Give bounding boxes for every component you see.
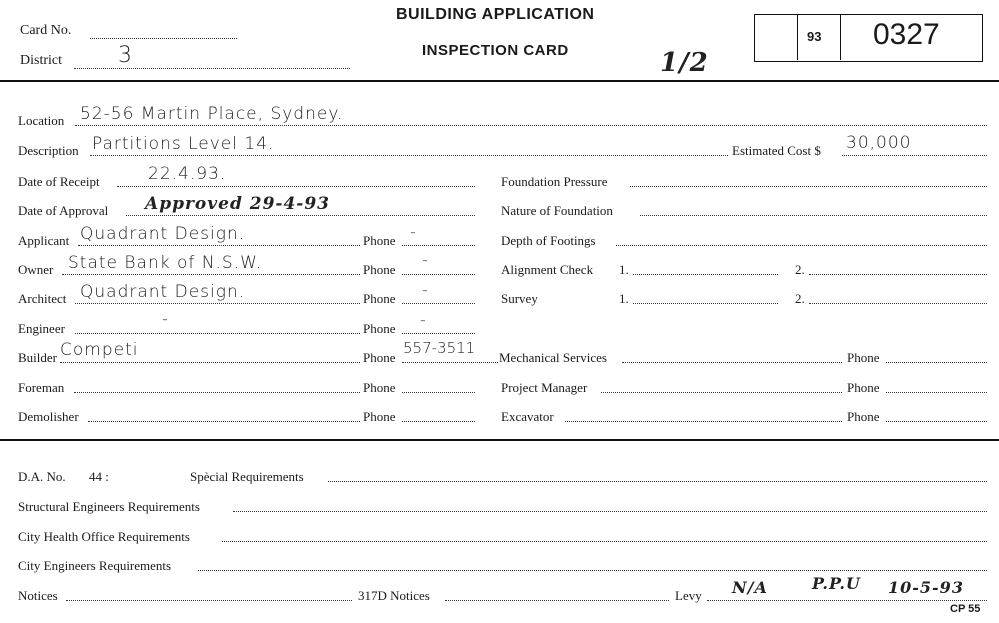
excavator-line [565,421,842,422]
owner-label: Owner [18,262,54,277]
applicant-line [78,245,360,246]
handwritten-mark: 1/2 [660,48,709,78]
description-value: Partitions Level 14. [92,134,275,154]
district-line [74,68,350,69]
foreman-phone-label: Phone [363,380,396,395]
engineer-label: Engineer [18,321,65,336]
survey-line-1 [633,303,778,304]
applicant-label: Applicant [18,233,70,248]
architect-phone-label: Phone [363,291,396,306]
foreman-phone-line [402,392,475,393]
excavator-phone-label: Phone [847,409,880,424]
location-line [75,125,987,126]
engineer-value: - [162,309,169,328]
foundation-pressure-line [630,186,987,187]
card-number-box [754,14,983,62]
city-health-line [222,541,987,542]
depth-footings-label: Depth of Footings [501,233,596,248]
owner-phone-line [402,274,475,275]
special-requirements-line [328,481,987,482]
depth-footings-line [616,245,987,246]
form-code: CP 55 [950,603,981,615]
mechanical-phone-line [886,362,987,363]
alignment-check-line-1 [633,274,778,275]
year-value: 93 [807,29,822,44]
demolisher-phone-label: Phone [363,409,396,424]
mechanical-phone-label: Phone [847,350,880,365]
levy-value: N/A [732,578,768,597]
builder-value: Competi [60,340,139,360]
excavator-label: Excavator [501,409,554,424]
demolisher-label: Demolisher [18,409,79,424]
project-manager-phone-label: Phone [847,380,880,395]
owner-phone-value: - [422,250,429,269]
estimated-cost-label: Estimated Cost $ [732,143,821,158]
card-no-line [90,38,237,39]
nature-foundation-line [640,215,987,216]
notices-line [66,600,352,601]
mechanical-label: Mechanical Services [499,350,607,365]
builder-line [60,362,360,363]
location-value: 52-56 Martin Place, Sydney. [80,104,344,124]
district-label: District [20,53,62,68]
notices-label: Notices [18,588,58,603]
da-no-label: D.A. No. [18,469,66,484]
alignment-check-line-2 [809,274,987,275]
architect-phone-line [402,303,475,304]
levy-label: Levy [675,588,702,603]
notices-317d-label: 317D Notices [358,588,430,603]
survey-label: Survey [501,291,538,306]
survey-n1: 1. [619,291,629,306]
project-manager-phone-line [886,392,987,393]
structural-label: Structural Engineers Requirements [18,499,200,514]
form-subtitle: INSPECTION CARD [422,42,569,59]
section-divider [0,439,999,441]
architect-line [75,303,360,304]
estimated-cost-value: 30,000 [846,133,912,153]
ppu-date-value: 10-5-93 [888,578,964,597]
date-approval-line [126,215,475,216]
demolisher-line [88,421,360,422]
date-receipt-line [117,186,475,187]
year-cell [797,15,841,60]
foreman-label: Foreman [18,380,65,395]
district-value: 3 [118,43,133,68]
engineer-line [75,333,360,334]
da-no-value: 44 : [89,469,109,484]
owner-value: State Bank of N.S.W. [68,253,263,273]
notices-317d-line [445,600,669,601]
survey-n2: 2. [795,291,805,306]
header-divider [0,80,999,82]
special-requirements-label: Spècial Requirements [190,469,304,484]
builder-phone-line [402,362,498,363]
card-no-label: Card No. [20,23,72,38]
excavator-phone-line [886,421,987,422]
city-engineers-label: City Engineers Requirements [18,558,172,573]
form-title: BUILDING APPLICATION [396,6,595,23]
engineer-phone-line [402,333,475,334]
applicant-phone-label: Phone [363,233,396,248]
alignment-check-n2: 2. [795,262,805,277]
builder-label: Builder [18,350,57,365]
owner-phone-label: Phone [363,262,396,277]
applicant-phone-value: - [410,222,417,241]
city-health-label: City Health Office Requirements [18,529,190,544]
date-approval-value: Approved 29-4-93 [145,194,331,214]
foreman-line [74,392,360,393]
owner-line [62,274,360,275]
alignment-check-label: Alignment Check [501,262,594,277]
ppu-value: P.P.U [812,574,861,593]
foundation-pressure-label: Foundation Pressure [501,174,608,189]
survey-line-2 [809,303,987,304]
location-label: Location [18,113,65,128]
date-receipt-value: 22.4.93. [148,164,227,184]
levy-line [707,600,987,601]
architect-value: Quadrant Design. [80,282,246,302]
date-receipt-label: Date of Receipt [18,174,100,189]
card-number-value: 0327 [873,18,940,51]
demolisher-phone-line [402,421,475,422]
engineer-phone-label: Phone [363,321,396,336]
city-engineers-line [198,570,987,571]
estimated-cost-line [842,155,987,156]
structural-line [233,511,987,512]
mechanical-line [622,362,842,363]
architect-label: Architect [18,291,67,306]
applicant-phone-line [402,245,475,246]
description-line [90,155,728,156]
builder-phone-value: 557-3511 [403,339,476,357]
nature-foundation-label: Nature of Foundation [501,203,613,218]
project-manager-line [601,392,842,393]
alignment-check-n1: 1. [619,262,629,277]
builder-phone-label: Phone [363,350,396,365]
architect-phone-value: - [422,280,429,299]
description-label: Description [18,143,79,158]
project-manager-label: Project Manager [501,380,588,395]
applicant-value: Quadrant Design. [80,224,246,244]
engineer-phone-value: - [420,310,427,329]
date-approval-label: Date of Approval [18,203,109,218]
